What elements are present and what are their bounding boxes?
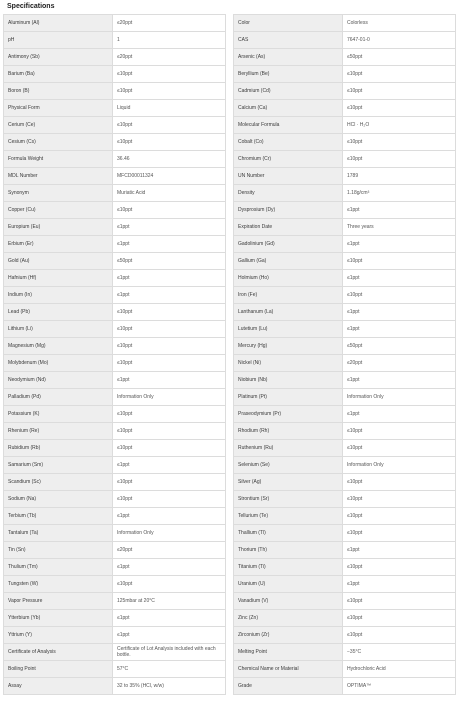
spec-value: ≤10ppt — [343, 134, 456, 151]
spec-label: Antimony (Sb) — [4, 49, 113, 66]
spec-row — [4, 627, 226, 644]
spec-label: Platinum (Pt) — [234, 389, 343, 406]
spec-value: 36.46 — [113, 151, 226, 168]
spec-row — [234, 610, 456, 627]
spec-value: ≤10ppt — [343, 508, 456, 525]
spec-value: ≤10ppt — [343, 287, 456, 304]
spec-row — [234, 542, 456, 559]
spec-value: ≤1ppt — [343, 406, 456, 423]
spec-label: Palladium (Pd) — [4, 389, 113, 406]
spec-value: ≤10ppt — [113, 66, 226, 83]
spec-label: Molecular Formula — [234, 117, 343, 134]
spec-row — [4, 423, 226, 440]
spec-value: ≤10ppt — [343, 83, 456, 100]
spec-row — [234, 236, 456, 253]
spec-label: Hafnium (Hf) — [4, 270, 113, 287]
spec-row — [234, 406, 456, 423]
spec-row — [234, 644, 456, 661]
spec-row — [234, 185, 456, 202]
spec-label: Molybdenum (Mo) — [4, 355, 113, 372]
spec-label: Cadmium (Cd) — [234, 83, 343, 100]
spec-row — [234, 423, 456, 440]
spec-label: CAS — [234, 32, 343, 49]
spec-value: −35°C — [343, 644, 456, 661]
spec-value: 1.18g/cm³ — [343, 185, 456, 202]
spec-value: ≤10ppt — [343, 559, 456, 576]
spec-label: Gallium (Ga) — [234, 253, 343, 270]
spec-label: Europium (Eu) — [4, 219, 113, 236]
spec-value: ≤1ppt — [113, 457, 226, 474]
spec-value: ≤20ppt — [113, 49, 226, 66]
spec-value: ≤10ppt — [343, 491, 456, 508]
spec-label: Color — [234, 15, 343, 32]
spec-row — [4, 576, 226, 593]
spec-label: Lithium (Li) — [4, 321, 113, 338]
spec-row — [4, 304, 226, 321]
spec-label: Boiling Point — [4, 661, 113, 678]
spec-value: ≤1ppt — [113, 270, 226, 287]
spec-label: Holmium (Ho) — [234, 270, 343, 287]
spec-label: Tellurium (Te) — [234, 508, 343, 525]
spec-label: Tin (Sn) — [4, 542, 113, 559]
spec-value: ≤1ppt — [343, 321, 456, 338]
spec-label: Chromium (Cr) — [234, 151, 343, 168]
spec-row — [234, 491, 456, 508]
spec-row — [234, 321, 456, 338]
spec-row — [4, 508, 226, 525]
spec-value: 1789 — [343, 168, 456, 185]
spec-value: ≤10ppt — [343, 593, 456, 610]
spec-row — [4, 389, 226, 406]
spec-row — [4, 83, 226, 100]
spec-row — [234, 117, 456, 134]
spec-value: ≤10ppt — [343, 525, 456, 542]
spec-label: Tungsten (W) — [4, 576, 113, 593]
spec-value: Information Only — [343, 389, 456, 406]
spec-row — [234, 134, 456, 151]
spec-value: ≤10ppt — [113, 491, 226, 508]
spec-label: Calcium (Ca) — [234, 100, 343, 117]
spec-value: ≤20ppt — [113, 15, 226, 32]
spec-row — [4, 661, 226, 678]
spec-label: Indium (In) — [4, 287, 113, 304]
spec-value: ≤10ppt — [113, 406, 226, 423]
spec-value: ≤10ppt — [113, 321, 226, 338]
spec-value: ≤10ppt — [113, 304, 226, 321]
spec-row — [4, 66, 226, 83]
spec-label: Lanthanum (La) — [234, 304, 343, 321]
spec-value: Three years — [343, 219, 456, 236]
spec-label: Zinc (Zn) — [234, 610, 343, 627]
spec-value: ≤10ppt — [113, 474, 226, 491]
spec-label: Iron (Fe) — [234, 287, 343, 304]
spec-row — [234, 100, 456, 117]
spec-label: Certificate of Analysis — [4, 644, 113, 661]
spec-value: ≤50ppt — [113, 253, 226, 270]
spec-row — [4, 219, 226, 236]
spec-label: Strontium (Sr) — [234, 491, 343, 508]
spec-table-left-body — [4, 15, 226, 695]
spec-row — [4, 338, 226, 355]
spec-label: Expiration Date — [234, 219, 343, 236]
spec-label: Chemical Name or Material — [234, 661, 343, 678]
spec-row — [234, 440, 456, 457]
spec-value: ≤10ppt — [113, 355, 226, 372]
spec-value: ≤50ppt — [343, 49, 456, 66]
spec-row — [4, 253, 226, 270]
spec-row — [4, 644, 226, 661]
spec-row — [234, 559, 456, 576]
spec-row — [4, 49, 226, 66]
spec-label: Ytterbium (Yb) — [4, 610, 113, 627]
spec-row — [234, 151, 456, 168]
spec-value: ≤10ppt — [113, 117, 226, 134]
spec-row — [234, 32, 456, 49]
spec-label: Mercury (Hg) — [234, 338, 343, 355]
spec-value: ≤10ppt — [343, 151, 456, 168]
spec-table-right — [233, 14, 456, 695]
spec-row — [234, 253, 456, 270]
spec-label: Arsenic (As) — [234, 49, 343, 66]
spec-row — [234, 661, 456, 678]
spec-label: Melting Point — [234, 644, 343, 661]
spec-value: ≤1ppt — [343, 236, 456, 253]
spec-row — [4, 593, 226, 610]
spec-label: Sodium (Na) — [4, 491, 113, 508]
spec-row — [4, 372, 226, 389]
spec-label: Barium (Ba) — [4, 66, 113, 83]
specifications-heading: Specifications — [7, 3, 55, 10]
spec-value: ≤1ppt — [343, 270, 456, 287]
spec-label: Neodymium (Nd) — [4, 372, 113, 389]
spec-value: 1 — [113, 32, 226, 49]
spec-row — [4, 525, 226, 542]
spec-row — [234, 49, 456, 66]
spec-value: ≤20ppt — [113, 542, 226, 559]
spec-row — [234, 372, 456, 389]
spec-label: Beryllium (Be) — [234, 66, 343, 83]
spec-label: Praseodymium (Pr) — [234, 406, 343, 423]
spec-value: Information Only — [113, 525, 226, 542]
spec-row — [4, 168, 226, 185]
spec-value: ≤10ppt — [113, 576, 226, 593]
spec-label: Scandium (Sc) — [4, 474, 113, 491]
spec-row — [4, 236, 226, 253]
spec-label: Gold (Au) — [4, 253, 113, 270]
spec-row — [234, 66, 456, 83]
spec-label: Dysprosium (Dy) — [234, 202, 343, 219]
spec-value: Certificate of Lot Analysis included with each bottle. — [113, 644, 226, 661]
spec-label: Potassium (K) — [4, 406, 113, 423]
spec-row — [234, 389, 456, 406]
spec-label: Aluminum (Al) — [4, 15, 113, 32]
spec-row — [234, 593, 456, 610]
spec-value: Liquid — [113, 100, 226, 117]
spec-row — [4, 202, 226, 219]
spec-value: OPTIMA™ — [343, 678, 456, 695]
spec-label: Boron (B) — [4, 83, 113, 100]
spec-label: Rubidium (Rb) — [4, 440, 113, 457]
spec-label: Thallium (Tl) — [234, 525, 343, 542]
spec-value: ≤1ppt — [343, 576, 456, 593]
spec-value: ≤10ppt — [343, 440, 456, 457]
spec-label: Vanadium (V) — [234, 593, 343, 610]
spec-label: Physical Form — [4, 100, 113, 117]
spec-value: 57°C — [113, 661, 226, 678]
spec-row — [4, 355, 226, 372]
spec-value: ≤1ppt — [113, 559, 226, 576]
spec-label: Thorium (Th) — [234, 542, 343, 559]
spec-label: Tantalum (Ta) — [4, 525, 113, 542]
spec-label: Thulium (Tm) — [4, 559, 113, 576]
spec-value: ≤1ppt — [343, 202, 456, 219]
spec-value: ≤10ppt — [113, 440, 226, 457]
spec-row — [4, 491, 226, 508]
spec-label: Cobalt (Co) — [234, 134, 343, 151]
spec-label: Assay — [4, 678, 113, 695]
spec-label: Uranium (U) — [234, 576, 343, 593]
spec-value: ≤10ppt — [113, 338, 226, 355]
spec-row — [234, 83, 456, 100]
spec-row — [4, 117, 226, 134]
spec-row — [4, 542, 226, 559]
spec-row — [4, 151, 226, 168]
spec-row — [4, 287, 226, 304]
spec-label: Lead (Pb) — [4, 304, 113, 321]
spec-value: ≤10ppt — [343, 474, 456, 491]
spec-row — [234, 355, 456, 372]
spec-label: Niobium (Nb) — [234, 372, 343, 389]
spec-value: ≤1ppt — [113, 219, 226, 236]
spec-value: Colorless — [343, 15, 456, 32]
spec-value: ≤1ppt — [113, 627, 226, 644]
spec-value: Information Only — [343, 457, 456, 474]
spec-row — [4, 406, 226, 423]
spec-row — [234, 457, 456, 474]
spec-value: Hydrochloric Acid — [343, 661, 456, 678]
spec-row — [4, 100, 226, 117]
spec-value: ≤10ppt — [343, 423, 456, 440]
spec-value: ≤10ppt — [113, 202, 226, 219]
spec-label: Gadolinium (Gd) — [234, 236, 343, 253]
spec-label: Zirconium (Zr) — [234, 627, 343, 644]
spec-row — [234, 525, 456, 542]
spec-row — [4, 610, 226, 627]
spec-row — [234, 219, 456, 236]
spec-label: Cerium (Ce) — [4, 117, 113, 134]
spec-row — [4, 440, 226, 457]
spec-label: pH — [4, 32, 113, 49]
spec-label: Rhodium (Rh) — [234, 423, 343, 440]
spec-label: Erbium (Er) — [4, 236, 113, 253]
spec-label: Selenium (Se) — [234, 457, 343, 474]
spec-row — [4, 474, 226, 491]
spec-row — [234, 576, 456, 593]
spec-label: Ruthenium (Ru) — [234, 440, 343, 457]
spec-row — [234, 508, 456, 525]
spec-label: UN Number — [234, 168, 343, 185]
spec-label: MDL Number — [4, 168, 113, 185]
spec-row — [4, 321, 226, 338]
spec-label: Lutetium (Lu) — [234, 321, 343, 338]
spec-value: 7647-01-0 — [343, 32, 456, 49]
spec-value: Muriatic Acid — [113, 185, 226, 202]
spec-row — [234, 202, 456, 219]
spec-row — [234, 168, 456, 185]
spec-row — [4, 134, 226, 151]
spec-value: ≤1ppt — [343, 372, 456, 389]
spec-value: ≤10ppt — [343, 627, 456, 644]
spec-table-right-body — [234, 15, 456, 695]
spec-value: ≤1ppt — [113, 508, 226, 525]
spec-value: ≤10ppt — [343, 100, 456, 117]
spec-value: ≤1ppt — [343, 542, 456, 559]
spec-row — [234, 304, 456, 321]
spec-row — [4, 15, 226, 32]
spec-value: ≤10ppt — [113, 423, 226, 440]
spec-label: Formula Weight — [4, 151, 113, 168]
spec-label: Terbium (Tb) — [4, 508, 113, 525]
spec-value: ≤10ppt — [113, 83, 226, 100]
spec-label: Copper (Cu) — [4, 202, 113, 219]
spec-value: Information Only — [113, 389, 226, 406]
spec-row — [234, 338, 456, 355]
spec-value: 125mbar at 20°C — [113, 593, 226, 610]
spec-value: HCl · H₂O — [343, 117, 456, 134]
spec-value: ≤20ppt — [343, 355, 456, 372]
spec-row — [234, 678, 456, 695]
spec-row — [234, 270, 456, 287]
spec-label: Nickel (Ni) — [234, 355, 343, 372]
spec-row — [4, 457, 226, 474]
spec-label: Titanium (Ti) — [234, 559, 343, 576]
spec-value: ≤10ppt — [343, 66, 456, 83]
spec-label: Vapor Pressure — [4, 593, 113, 610]
spec-row — [234, 287, 456, 304]
spec-value: ≤1ppt — [113, 372, 226, 389]
spec-label: Samarium (Sm) — [4, 457, 113, 474]
spec-value: 32 to 35% (HCl, w/w) — [113, 678, 226, 695]
spec-value: ≤1ppt — [113, 236, 226, 253]
spec-row — [4, 32, 226, 49]
spec-row — [4, 270, 226, 287]
spec-label: Silver (Ag) — [234, 474, 343, 491]
spec-value: ≤10ppt — [113, 134, 226, 151]
spec-value: ≤1ppt — [343, 304, 456, 321]
spec-row — [234, 15, 456, 32]
spec-label: Grade — [234, 678, 343, 695]
spec-label: Density — [234, 185, 343, 202]
spec-row — [4, 185, 226, 202]
spec-value: ≤1ppt — [113, 287, 226, 304]
spec-label: Magnesium (Mg) — [4, 338, 113, 355]
spec-value: ≤10ppt — [343, 253, 456, 270]
spec-value: ≤1ppt — [113, 610, 226, 627]
spec-label: Cesium (Cs) — [4, 134, 113, 151]
spec-label: Synonym — [4, 185, 113, 202]
spec-value: MFCD00011324 — [113, 168, 226, 185]
spec-label: Rhenium (Re) — [4, 423, 113, 440]
spec-label: Yttrium (Y) — [4, 627, 113, 644]
spec-table-left — [3, 14, 226, 695]
spec-row — [234, 627, 456, 644]
spec-row — [4, 678, 226, 695]
spec-value: ≤50ppt — [343, 338, 456, 355]
spec-value: ≤10ppt — [343, 610, 456, 627]
spec-row — [234, 474, 456, 491]
spec-row — [4, 559, 226, 576]
